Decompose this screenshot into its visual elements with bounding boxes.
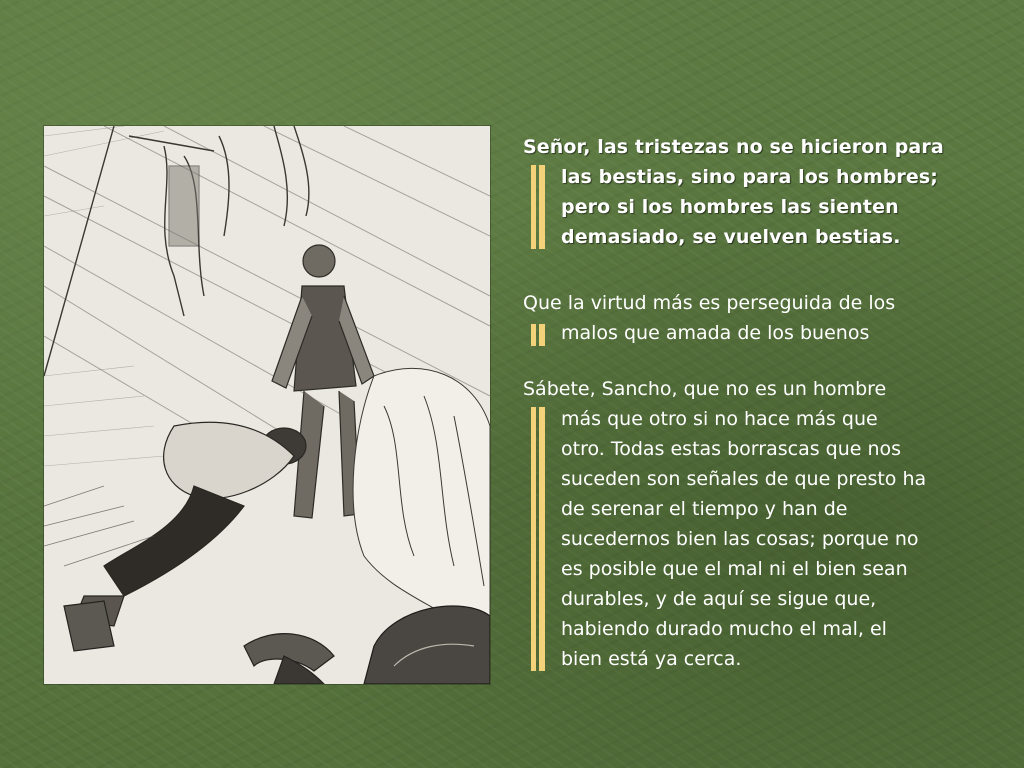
- quote-3-first-line: Sábete, Sancho, que no es un hombre: [523, 378, 887, 400]
- quote-2: [523, 288, 993, 348]
- quote-2-first-line: Que la virtud más es perseguida de los: [523, 292, 896, 314]
- bullet-bar-icon: [531, 407, 545, 671]
- quote-1: [523, 132, 993, 252]
- bullet-bar-icon: [531, 165, 545, 249]
- quote-3-line: habiendo durado mucho el mal, el: [561, 618, 887, 640]
- quote-3-line: de serenar el tiempo y han de: [561, 498, 848, 520]
- quotes-column: [523, 132, 993, 674]
- quote-1-first-line: Señor, las tristezas no se hicieron para: [523, 136, 944, 158]
- quote-3-line: bien está ya cerca.: [561, 648, 742, 670]
- engraving-don-quixote-illustration-icon: [44, 126, 490, 684]
- quote-1-body: [523, 162, 993, 252]
- quote-1-line: las bestias, sino para los hombres;: [561, 166, 938, 188]
- quote-3-line: otro. Todas estas borrascas que nos: [561, 438, 902, 460]
- quote-2-body: [523, 318, 993, 348]
- quote-1-line: demasiado, se vuelven bestias.: [561, 226, 901, 248]
- quote-3-line: es posible que el mal ni el bien sean: [561, 558, 908, 580]
- bullet-bar-icon: [531, 324, 545, 346]
- quote-2-line: malos que amada de los buenos: [561, 322, 870, 344]
- quote-3-line: más que otro si no hace más que: [561, 408, 878, 430]
- quote-3: [523, 374, 993, 674]
- quote-3-line: durables, y de aquí se sigue que,: [561, 588, 877, 610]
- engraving-illustration: [44, 126, 490, 684]
- quote-3-line: suceden son señales de que presto ha: [561, 468, 927, 490]
- quote-1-line: pero si los hombres las sienten: [561, 196, 899, 218]
- quote-3-body: [523, 404, 993, 674]
- quote-3-line: sucedernos bien las cosas; porque no: [561, 528, 919, 550]
